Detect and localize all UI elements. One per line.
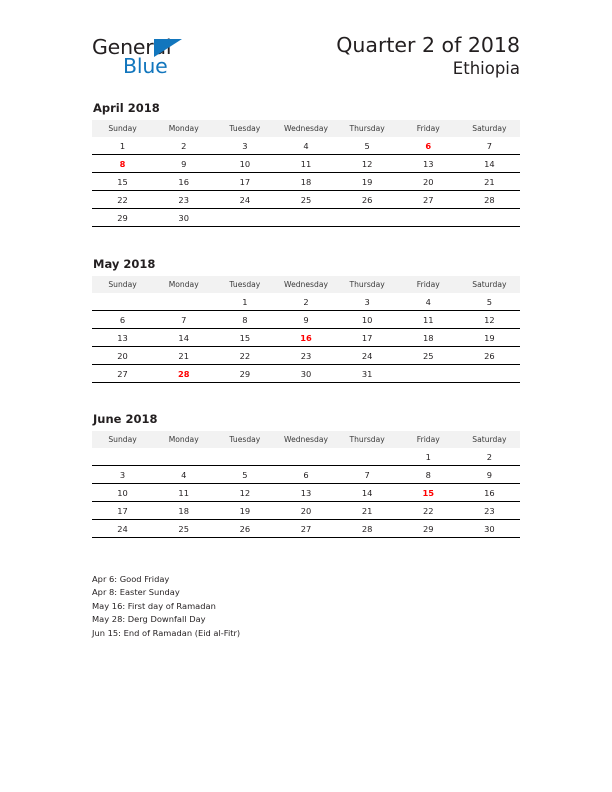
calendar-day: 29 xyxy=(398,520,459,538)
calendar-day: 3 xyxy=(214,137,275,155)
calendar-day: 22 xyxy=(92,191,153,209)
calendar-week-row xyxy=(92,311,520,329)
calendar-day: 26 xyxy=(214,520,275,538)
calendar-body xyxy=(92,137,520,227)
weekday-header-monday: Monday xyxy=(153,276,214,293)
calendar-day: 25 xyxy=(398,347,459,365)
calendar-day-holiday: 8 xyxy=(92,155,153,173)
holiday-list-item: Apr 6: Good Friday xyxy=(92,574,170,584)
calendar-day-holiday: 6 xyxy=(398,137,459,155)
calendar-week-row xyxy=(92,448,520,466)
calendar-day: 19 xyxy=(214,502,275,520)
calendar-day: 29 xyxy=(214,365,275,383)
holiday-legend xyxy=(92,573,512,640)
calendar-header-row xyxy=(92,120,520,137)
calendar-day-empty xyxy=(398,209,459,227)
calendar-day: 25 xyxy=(153,520,214,538)
calendar-table-may xyxy=(92,276,520,383)
calendar-day: 20 xyxy=(92,347,153,365)
weekday-header-monday: Monday xyxy=(153,120,214,137)
month-section-april xyxy=(92,101,520,227)
calendar-day: 9 xyxy=(153,155,214,173)
calendar-header-row xyxy=(92,431,520,448)
calendar-day: 10 xyxy=(92,484,153,502)
calendar-day: 20 xyxy=(398,173,459,191)
calendar-day: 18 xyxy=(153,502,214,520)
calendar-day: 23 xyxy=(153,191,214,209)
logo-text-blue: Blue xyxy=(123,54,168,78)
calendar-day: 3 xyxy=(337,293,398,311)
calendar-week-row xyxy=(92,347,520,365)
calendar-day: 31 xyxy=(337,365,398,383)
calendar-day: 16 xyxy=(153,173,214,191)
calendar-day: 30 xyxy=(459,520,520,538)
calendar-day: 12 xyxy=(337,155,398,173)
calendar-day-empty xyxy=(153,293,214,311)
calendar-day: 27 xyxy=(92,365,153,383)
calendar-week-row xyxy=(92,209,520,227)
weekday-header-thursday: Thursday xyxy=(337,431,398,448)
calendar-day-empty xyxy=(275,448,336,466)
calendar-day: 17 xyxy=(337,329,398,347)
month-title: April 2018 xyxy=(93,101,160,115)
calendar-day: 30 xyxy=(153,209,214,227)
calendar-day: 28 xyxy=(337,520,398,538)
calendar-day: 6 xyxy=(275,466,336,484)
calendar-table-june xyxy=(92,431,520,538)
calendar-day: 5 xyxy=(337,137,398,155)
calendar-day: 16 xyxy=(459,484,520,502)
calendar-week-row xyxy=(92,173,520,191)
calendar-day: 9 xyxy=(459,466,520,484)
calendar-day-empty xyxy=(92,448,153,466)
calendar-day: 21 xyxy=(337,502,398,520)
calendar-day: 20 xyxy=(275,502,336,520)
calendar-day: 17 xyxy=(92,502,153,520)
calendar-week-row xyxy=(92,155,520,173)
calendar-day: 13 xyxy=(398,155,459,173)
calendar-day: 10 xyxy=(337,311,398,329)
calendar-day-holiday: 15 xyxy=(398,484,459,502)
calendar-week-row xyxy=(92,329,520,347)
calendar-day: 4 xyxy=(153,466,214,484)
calendar-week-row xyxy=(92,365,520,383)
month-section-june xyxy=(92,412,520,538)
calendar-day: 14 xyxy=(459,155,520,173)
calendar-day: 13 xyxy=(92,329,153,347)
calendar-day: 30 xyxy=(275,365,336,383)
calendar-day: 24 xyxy=(214,191,275,209)
holiday-list-item: Apr 8: Easter Sunday xyxy=(92,587,180,598)
calendar-week-row xyxy=(92,137,520,155)
holiday-list-item: May 28: Derg Downfall Day xyxy=(92,614,206,625)
weekday-header-thursday: Thursday xyxy=(337,276,398,293)
calendar-day: 7 xyxy=(153,311,214,329)
weekday-header-friday: Friday xyxy=(398,120,459,137)
logo-text-general: General xyxy=(92,35,172,59)
holiday-list-item: Jun 15: End of Ramadan (Eid al-Fitr) xyxy=(92,627,241,638)
calendar-day: 12 xyxy=(214,484,275,502)
calendar-day: 23 xyxy=(275,347,336,365)
country-subtitle: Ethiopia xyxy=(452,59,520,78)
weekday-header-saturday: Saturday xyxy=(459,120,520,137)
month-section-may xyxy=(92,257,520,383)
weekday-header-tuesday: Tuesday xyxy=(214,276,275,293)
weekday-header-friday: Friday xyxy=(398,431,459,448)
calendar-day-empty xyxy=(337,448,398,466)
calendar-day: 11 xyxy=(398,311,459,329)
calendar-day: 21 xyxy=(459,173,520,191)
calendar-day: 2 xyxy=(153,137,214,155)
calendar-day: 11 xyxy=(153,484,214,502)
calendar-day: 18 xyxy=(275,173,336,191)
calendar-day: 1 xyxy=(398,448,459,466)
calendar-day: 26 xyxy=(459,347,520,365)
calendar-day: 15 xyxy=(92,173,153,191)
calendar-day-empty xyxy=(92,293,153,311)
weekday-header-saturday: Saturday xyxy=(459,276,520,293)
calendar-day: 26 xyxy=(337,191,398,209)
calendar-body xyxy=(92,293,520,383)
calendar-day: 15 xyxy=(214,329,275,347)
calendar-day-empty xyxy=(153,448,214,466)
calendar-day: 1 xyxy=(214,293,275,311)
calendar-day: 27 xyxy=(275,520,336,538)
calendar-day: 9 xyxy=(275,311,336,329)
calendar-day: 8 xyxy=(214,311,275,329)
calendar-day: 19 xyxy=(337,173,398,191)
calendar-day: 5 xyxy=(459,293,520,311)
calendar-day: 12 xyxy=(459,311,520,329)
calendar-day-empty xyxy=(214,448,275,466)
calendar-week-row xyxy=(92,484,520,502)
calendar-week-row xyxy=(92,502,520,520)
calendar-day: 19 xyxy=(459,329,520,347)
calendar-day: 28 xyxy=(459,191,520,209)
calendar-day: 21 xyxy=(153,347,214,365)
weekday-header-sunday: Sunday xyxy=(92,276,153,293)
weekday-header-friday: Friday xyxy=(398,276,459,293)
calendar-day-empty xyxy=(337,209,398,227)
weekday-header-wednesday: Wednesday xyxy=(275,431,336,448)
weekday-header-sunday: Sunday xyxy=(92,431,153,448)
title-block xyxy=(220,33,520,80)
weekday-header-wednesday: Wednesday xyxy=(275,276,336,293)
calendar-week-row xyxy=(92,293,520,311)
calendar-day-empty xyxy=(459,365,520,383)
calendar-day: 23 xyxy=(459,502,520,520)
calendar-day: 22 xyxy=(214,347,275,365)
calendar-week-row xyxy=(92,520,520,538)
calendar-table-april xyxy=(92,120,520,227)
calendar-day: 4 xyxy=(398,293,459,311)
calendar-day: 13 xyxy=(275,484,336,502)
calendar-day: 8 xyxy=(398,466,459,484)
weekday-header-wednesday: Wednesday xyxy=(275,120,336,137)
calendar-week-row xyxy=(92,466,520,484)
calendar-body xyxy=(92,448,520,538)
calendar-day: 7 xyxy=(337,466,398,484)
weekday-header-sunday: Sunday xyxy=(92,120,153,137)
calendar-day: 14 xyxy=(153,329,214,347)
calendar-day: 5 xyxy=(214,466,275,484)
weekday-header-monday: Monday xyxy=(153,431,214,448)
weekday-header-tuesday: Tuesday xyxy=(214,120,275,137)
weekday-header-tuesday: Tuesday xyxy=(214,431,275,448)
calendar-day: 27 xyxy=(398,191,459,209)
calendar-day-empty xyxy=(275,209,336,227)
calendar-day: 10 xyxy=(214,155,275,173)
calendar-day: 3 xyxy=(92,466,153,484)
calendar-day-empty xyxy=(459,209,520,227)
calendar-day-holiday: 28 xyxy=(153,365,214,383)
calendar-day: 18 xyxy=(398,329,459,347)
calendar-day: 17 xyxy=(214,173,275,191)
page-title: Quarter 2 of 2018 xyxy=(336,33,520,57)
calendar-day: 2 xyxy=(275,293,336,311)
month-title: May 2018 xyxy=(93,257,156,271)
calendar-day: 7 xyxy=(459,137,520,155)
calendar-day: 2 xyxy=(459,448,520,466)
calendar-day: 24 xyxy=(92,520,153,538)
calendar-day: 24 xyxy=(337,347,398,365)
calendar-day: 22 xyxy=(398,502,459,520)
month-title: June 2018 xyxy=(93,412,158,426)
holiday-list-item: May 16: First day of Ramadan xyxy=(92,600,216,611)
calendar-day-empty xyxy=(398,365,459,383)
calendar-day: 6 xyxy=(92,311,153,329)
calendar-day: 11 xyxy=(275,155,336,173)
page-header xyxy=(92,33,520,88)
calendar-week-row xyxy=(92,191,520,209)
calendar-day: 4 xyxy=(275,137,336,155)
calendar-day: 1 xyxy=(92,137,153,155)
calendar-day: 29 xyxy=(92,209,153,227)
calendar-header-row xyxy=(92,276,520,293)
calendar-day: 14 xyxy=(337,484,398,502)
weekday-header-saturday: Saturday xyxy=(459,431,520,448)
calendar-day-empty xyxy=(214,209,275,227)
calendar-day-holiday: 16 xyxy=(275,329,336,347)
calendar-day: 25 xyxy=(275,191,336,209)
weekday-header-thursday: Thursday xyxy=(337,120,398,137)
